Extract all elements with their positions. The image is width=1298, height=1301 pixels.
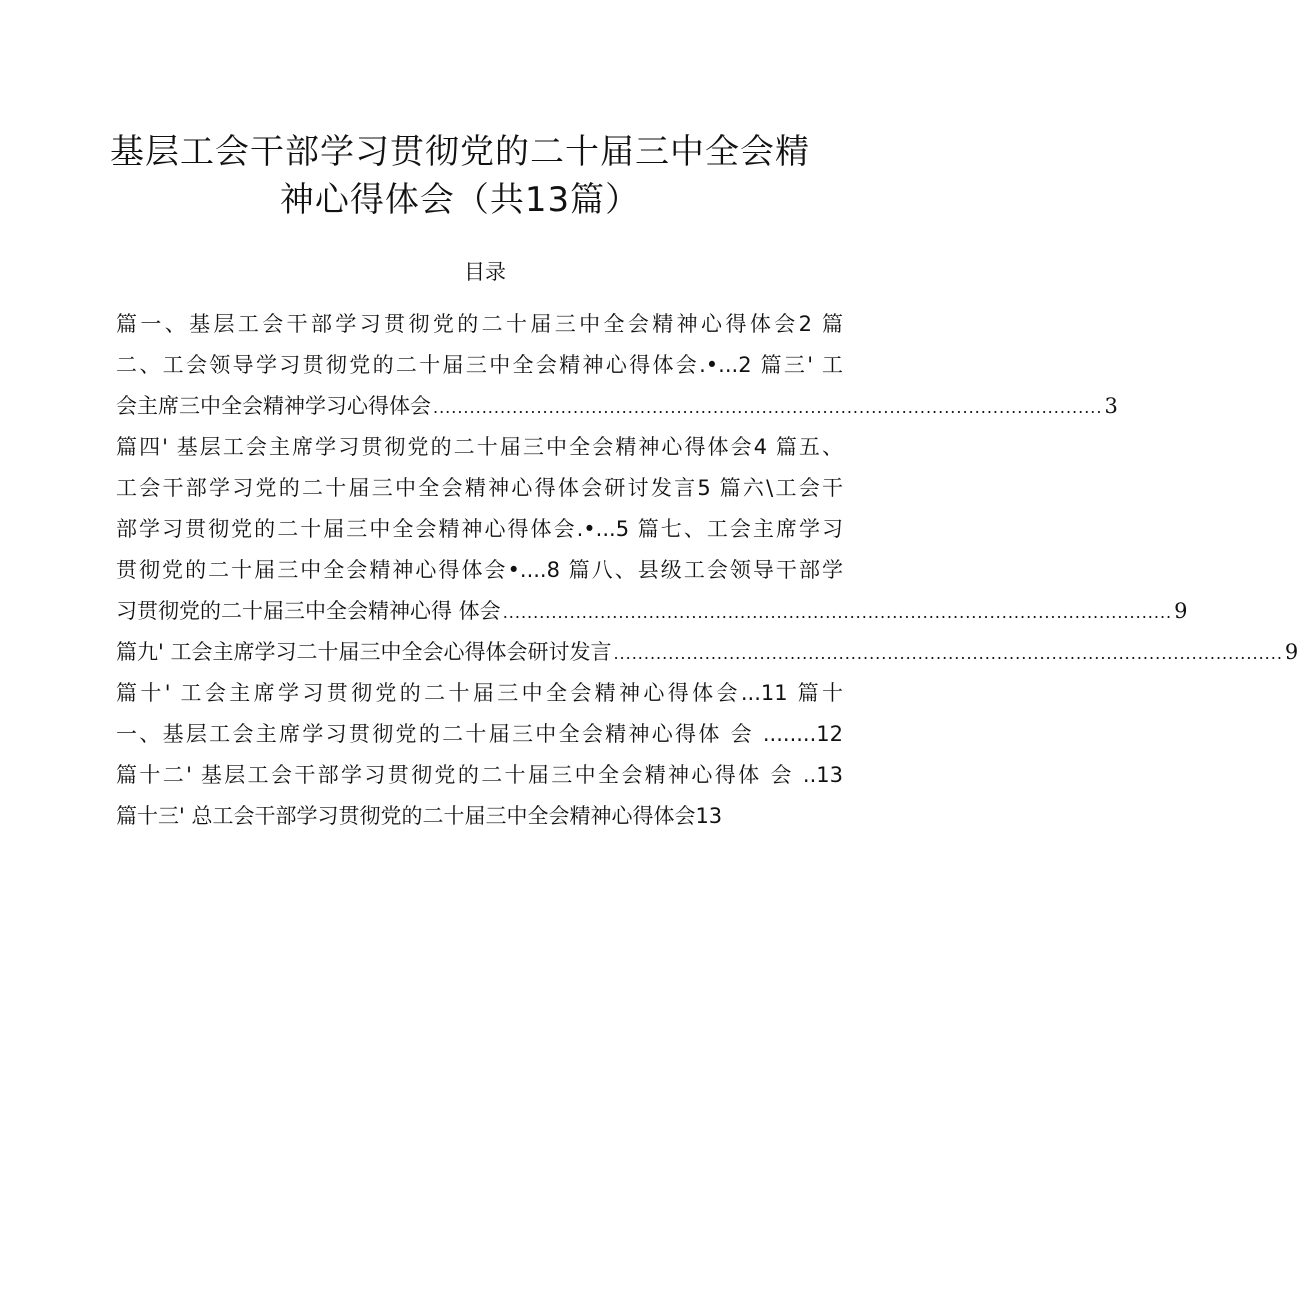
toc-line-text: 部学习贯彻党的二十届三中全会精神心得体会.•...5 篇七、工会主席学习 bbox=[116, 517, 843, 541]
toc-line-text: 会主席三中全会精神学习心得体会 bbox=[116, 394, 431, 418]
toc-line[interactable] bbox=[116, 595, 1188, 636]
toc-line-text: 篇十三' 总工会干部学习贯彻党的二十届三中全会精神心得体会13 bbox=[116, 804, 723, 828]
toc-page-number: 9 bbox=[1174, 599, 1188, 623]
toc-line[interactable] bbox=[116, 718, 846, 759]
dot-leader: .............................................................................................................. bbox=[433, 398, 1103, 417]
toc-line[interactable] bbox=[116, 554, 846, 595]
toc-line-text: 篇一、基层工会干部学习贯彻党的二十届三中全会精神心得体会2 篇 bbox=[116, 312, 843, 336]
toc-line-text: 一、基层工会主席学习贯彻党的二十届三中全会精神心得体 会 ........12 bbox=[116, 722, 843, 746]
toc-line-text: 篇九' 工会主席学习二十届三中全会心得体会研讨发言 bbox=[116, 640, 612, 664]
toc-heading: 目录 bbox=[464, 260, 506, 284]
toc-page-number: 9 bbox=[1284, 640, 1298, 664]
toc-line[interactable] bbox=[116, 431, 846, 472]
toc-line[interactable] bbox=[116, 513, 846, 554]
document-title-line-2: 神心得体会（共13篇） bbox=[279, 180, 641, 220]
toc-line-text: 工会干部学习党的二十届三中全会精神心得体会研讨发言5 篇六\工会干 bbox=[116, 476, 843, 500]
toc-line-text: 贯彻党的二十届三中全会精神心得体会•....8 篇八、县级工会领导干部学 bbox=[116, 558, 843, 582]
toc-line-text: 篇四' 基层工会主席学习贯彻党的二十届三中全会精神心得体会4 篇五、 bbox=[116, 435, 843, 459]
toc-line[interactable] bbox=[116, 759, 846, 800]
dot-leader: .............................................................................................................. bbox=[502, 603, 1173, 622]
toc-line-text: 二、工会领导学习贯彻党的二十届三中全会精神心得体会.•...2 篇三' 工 bbox=[116, 353, 843, 377]
dot-leader: .............................................................................................................. bbox=[613, 644, 1283, 663]
toc-line-text: 习贯彻党的二十届三中全会精神心得 体会 bbox=[116, 599, 501, 623]
toc-line-text: 篇十二' 基层工会干部学习贯彻党的二十届三中全会精神心得体 会 ..13 bbox=[116, 763, 843, 787]
toc-line[interactable] bbox=[116, 390, 1118, 431]
document-title-line-1: 基层工会干部学习贯彻党的二十届三中全会精 bbox=[110, 132, 810, 172]
toc-line[interactable] bbox=[116, 677, 846, 718]
toc-line[interactable] bbox=[116, 308, 846, 349]
toc-line[interactable] bbox=[116, 800, 846, 841]
table-of-contents bbox=[116, 308, 1298, 841]
toc-line[interactable] bbox=[116, 472, 846, 513]
toc-line[interactable] bbox=[116, 349, 846, 390]
toc-line-text: 篇十' 工会主席学习贯彻党的二十届三中全会精神心得体会...11 篇十 bbox=[116, 681, 843, 705]
toc-line[interactable] bbox=[116, 636, 1298, 677]
toc-page-number: 3 bbox=[1104, 394, 1118, 418]
